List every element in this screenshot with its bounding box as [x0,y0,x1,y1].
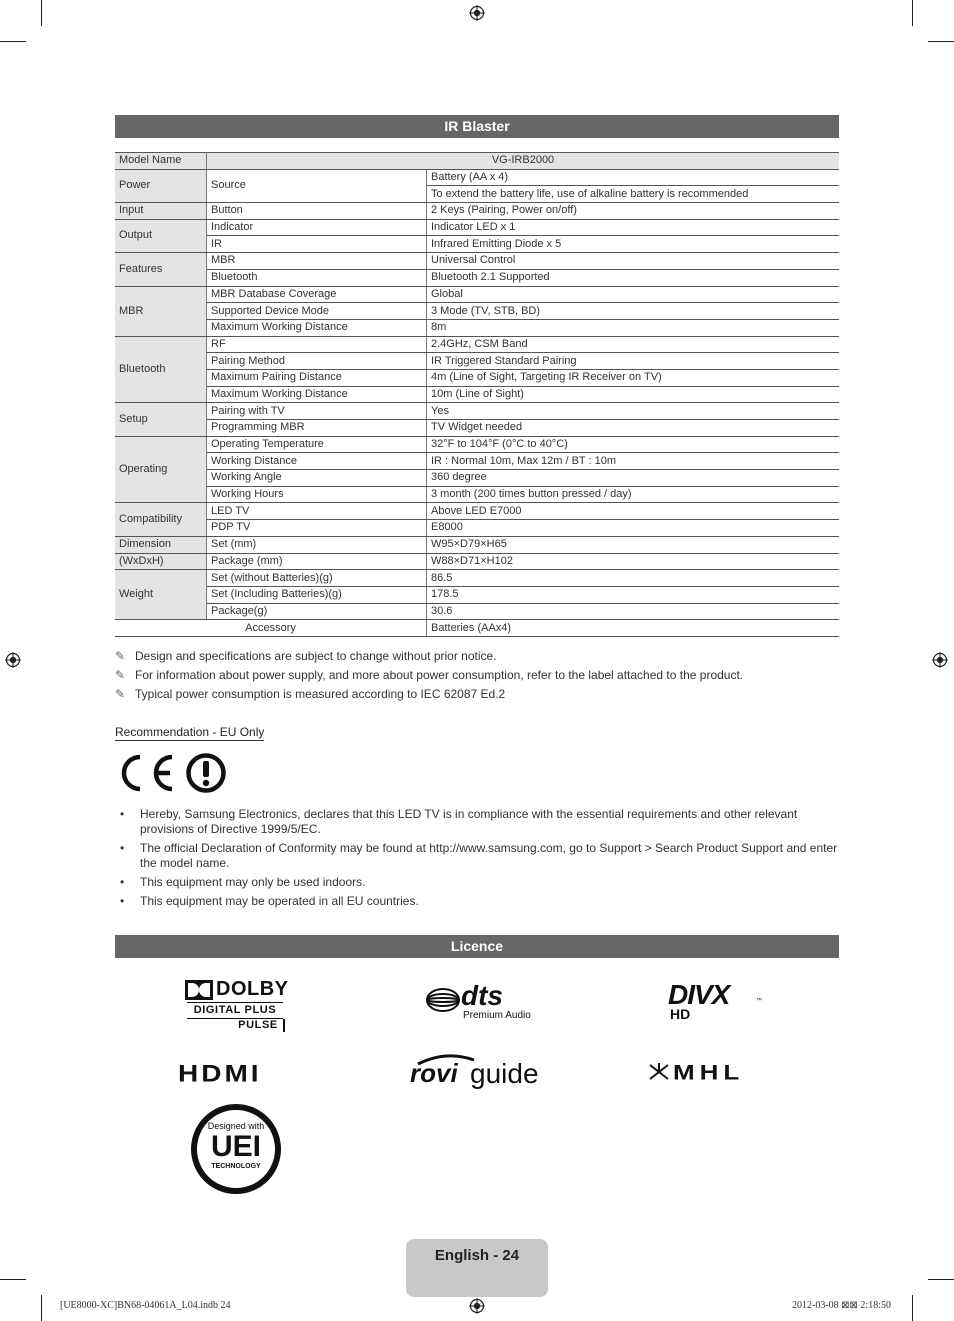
crop-mark [41,0,42,26]
spec-value-cell: Bluetooth 2.1 Supported [427,269,840,286]
table-row [115,319,839,336]
spec-group-cell: Features [115,253,207,286]
spec-value-cell: 86.5 [427,570,840,587]
dolby-wordmark: DOLBY [216,978,289,1000]
accessory-label: Accessory [115,620,427,637]
spec-group-cell: Dimension [115,536,207,553]
table-row [115,420,839,437]
accessory-value: Batteries (AAx4) [427,620,840,637]
spec-value-cell: 30.6 [427,603,840,620]
spec-value-cell: Yes [427,403,840,420]
spec-item-cell: Package(g) [207,603,427,620]
spec-value-cell: Infrared Emitting Diode x 5 [427,236,840,253]
spec-item-cell: Operating Temperature [207,436,427,453]
table-row [115,436,839,453]
uei-technology-text: TECHNOLOGY [211,1163,261,1170]
spec-item-cell: LED TV [207,503,427,520]
spec-item-cell: Source [207,169,427,202]
table-row [115,169,839,186]
spec-value-cell: Global [427,286,840,303]
table-row [115,286,839,303]
spec-value-cell: TV Widget needed [427,420,840,437]
page-number-tab: English - 24 [406,1239,548,1297]
table-row [115,453,839,470]
spec-item-cell: RF [207,336,427,353]
dolby-double-d-icon [185,980,213,1000]
uei-wordmark: UEI [210,1130,261,1163]
crop-mark [928,1279,954,1280]
uei-technology-logo [190,1103,282,1195]
bullet-icon: • [120,875,125,889]
crop-mark [928,41,954,42]
spec-item-cell: Maximum Working Distance [207,319,427,336]
table-row [115,403,839,420]
spec-value-cell: 2.4GHz, CSM Band [427,336,840,353]
spec-group-cell: (WxDxH) [115,553,207,570]
bullet-icon: • [120,807,125,821]
spec-item-cell: IR [207,236,427,253]
list-item [115,841,839,871]
table-row [115,269,839,286]
spec-group-cell: Output [115,219,207,252]
dts-wordmark: dts [461,980,503,1011]
licence-header: Licence [115,935,839,958]
spec-item-cell: Set (without Batteries)(g) [207,570,427,587]
table-row [115,586,839,603]
hdmi-logo: HDMI [178,1060,262,1087]
spec-item-cell: Maximum Pairing Distance [207,369,427,386]
model-name-label: Model Name [115,153,207,170]
table-row [115,470,839,487]
note-text: Design and specifications are subject to change without prior notice. [135,649,497,663]
spec-item-cell: PDP TV [207,520,427,537]
list-item [115,894,839,909]
rovi-guide-text: guide [470,1058,539,1089]
table-row [115,570,839,587]
pencil-note-icon: ✎ [115,668,126,682]
table-row [115,386,839,403]
spec-item-cell: Set (Including Batteries)(g) [207,586,427,603]
list-item [115,875,839,890]
bullet-icon: • [120,894,125,908]
spec-value-cell: 4m (Line of Sight, Targeting IR Receiver on TV) [427,369,840,386]
spec-item-cell: Working Distance [207,453,427,470]
imprint-file: [UE8000-XC]BN68-04061A_L04.indb 24 [60,1300,231,1311]
spec-group-cell: Input [115,203,207,220]
crop-mark [0,41,26,42]
divx-wordmark: DIVX [668,979,730,1010]
spec-value-cell: Above LED E7000 [427,503,840,520]
crop-mark [41,1295,42,1321]
spec-group-cell: Operating [115,436,207,503]
pencil-note-icon: ✎ [115,649,126,663]
note-text: For information about power supply, and more about power consumption, refer to the label attached to the product. [135,668,744,682]
table-row [115,486,839,503]
spec-item-cell: Working Angle [207,470,427,487]
spec-value-cell: 10m (Line of Sight) [427,386,840,403]
registration-mark-icon [932,652,948,668]
spec-value-cell: IR : Normal 10m, Max 12m / BT : 10m [427,453,840,470]
spec-value-cell: 2 Keys (Pairing, Power on/off) [427,203,840,220]
pencil-note-icon: ✎ [115,687,126,701]
spec-value-cell: 8m [427,319,840,336]
dts-premium-audio-text: Premium Audio [463,1010,531,1021]
list-item-text: This equipment may be operated in all EU countries. [140,894,419,908]
dts-swoosh-icon [426,987,460,1013]
table-row [115,520,839,537]
list-item-text: This equipment may only be used indoors. [140,875,366,889]
divx-hd-logo [668,979,768,1024]
spec-value-cell: Universal Control [427,253,840,270]
spec-value-cell: IR Triggered Standard Pairing [427,353,840,370]
table-row [115,203,839,220]
spec-item-cell: MBR Database Coverage [207,286,427,303]
table-row [115,503,839,520]
registration-mark-icon [5,652,21,668]
spec-group-cell: MBR [115,286,207,336]
spec-item-cell: Bluetooth [207,269,427,286]
spec-item-cell: Supported Device Mode [207,303,427,320]
spec-value-cell: W88×D71×H102 [427,553,840,570]
table-row [115,620,839,637]
recommendation-list [115,807,839,913]
model-name-value: VG-IRB2000 [207,153,840,170]
spec-value-cell: E8000 [427,520,840,537]
crop-mark [912,0,913,26]
ir-blaster-header: IR Blaster [115,115,839,138]
note-item [115,687,505,701]
ir-blaster-spec-table [115,152,839,637]
spec-item-cell: Indicator [207,219,427,236]
list-item-text: The official Declaration of Conformity may be found at http://www.samsung.com, go to Support > Search Product Support and enter the model name. [140,841,838,870]
registration-mark-icon [469,1298,485,1314]
table-row [115,236,839,253]
list-item [115,807,839,837]
spec-item-cell: Programming MBR [207,420,427,437]
spec-value-cell: To extend the battery life, use of alkaline battery is recommended [427,186,840,203]
spec-item-cell: Button [207,203,427,220]
spec-value-cell: 3 month (200 times button pressed / day) [427,486,840,503]
spec-group-cell: Bluetooth [115,336,207,403]
uei-designed-with-text: Designed with [207,1121,265,1131]
rovi-guide-logo [410,1054,550,1092]
table-row [115,536,839,553]
dolby-digital-plus-pulse-logo [185,978,289,1034]
divx-hd-text: HD [670,1006,691,1022]
recommendation-title: Recommendation - EU Only [115,725,265,739]
spec-value-cell: 360 degree [427,470,840,487]
registration-mark-icon [469,5,485,21]
spec-value-cell: W95×D79×H65 [427,536,840,553]
spec-item-cell: Pairing with TV [207,403,427,420]
crop-mark [912,1295,913,1321]
note-item [115,649,497,663]
table-row [115,603,839,620]
table-row [115,336,839,353]
imprint-timestamp: 2012-03-08 ⊠⊠ 2:18:50 [792,1300,891,1311]
rovi-wordmark: rovi [410,1058,458,1088]
dolby-digital-plus-text: DIGITAL PLUS [187,1002,283,1019]
spec-group-cell: Compatibility [115,503,207,536]
spec-item-cell: Working Hours [207,486,427,503]
table-row [115,553,839,570]
list-item-text: Hereby, Samsung Electronics, declares that this LED TV is in compliance with the essential requirements and other relevant provisions of Directive 1999/5/EC. [140,807,798,836]
spec-value-cell: Battery (AA x 4) [427,169,840,186]
spec-item-cell: Package (mm) [207,553,427,570]
spec-item-cell: Maximum Working Distance [207,386,427,403]
table-row [115,353,839,370]
table-row [115,369,839,386]
crop-mark [0,1279,26,1280]
spec-value-cell: 32°F to 104°F (0°C to 40°C) [427,436,840,453]
spec-item-cell: Set (mm) [207,536,427,553]
note-text: Typical power consumption is measured according to IEC 62087 Ed.2 [135,687,506,701]
spec-group-cell: Weight [115,570,207,620]
table-row [115,303,839,320]
spec-value-cell: Indicator LED x 1 [427,219,840,236]
spec-value-cell: 3 Mode (TV, STB, BD) [427,303,840,320]
spec-item-cell: MBR [207,253,427,270]
ce-alert-mark-icon [116,752,228,794]
mhl-spark-icon [648,1061,670,1083]
dolby-pulse-text: PULSE [233,1019,285,1032]
table-row [115,253,839,270]
mhl-logo [648,1060,788,1086]
spec-group-cell: Power [115,169,207,202]
spec-item-cell: Pairing Method [207,353,427,370]
dts-premium-audio-logo [426,980,536,1025]
spec-value-cell: 178.5 [427,586,840,603]
table-row [115,219,839,236]
spec-group-cell: Setup [115,403,207,436]
mhl-wordmark: MHL [673,1060,745,1085]
divx-trademark: ™ [756,998,762,1004]
note-item [115,668,743,682]
table-row [115,153,839,170]
bullet-icon: • [120,841,125,855]
